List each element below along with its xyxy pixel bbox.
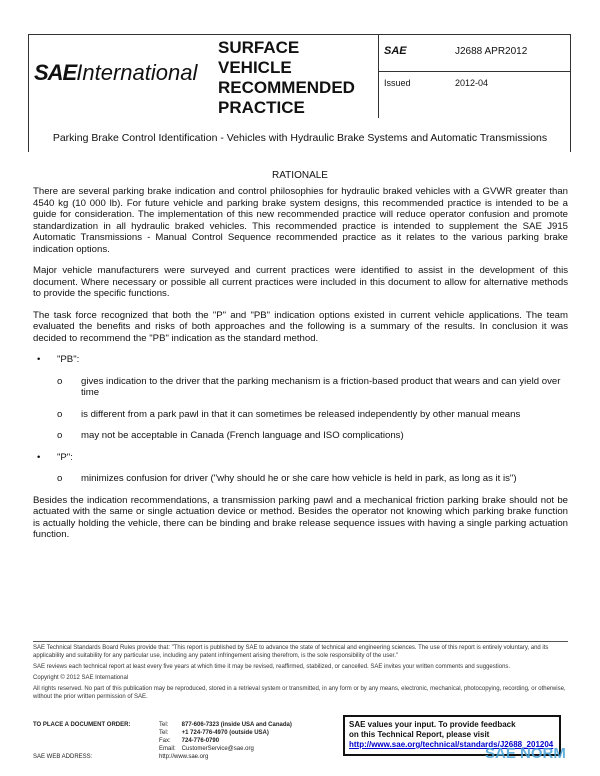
- tel-label: Tel:: [159, 730, 169, 736]
- sub-bullet-text: minimizes confusion for driver ("why should he or she care how vehicle is held in park, as long as it is"): [81, 473, 517, 484]
- sub-bullet-item: [57, 430, 568, 442]
- sub-bullet-text: gives indication to the driver that the parking mechanism is a friction-based product that wears and can yield over time: [81, 375, 561, 398]
- email-value[interactable]: CustomerService@sae.org: [181, 746, 254, 752]
- watermark: SAE NORM: [485, 745, 566, 762]
- issued-date: 2012-04: [455, 78, 489, 88]
- feedback-text: on this Technical Report, please visit: [349, 730, 490, 739]
- sub-bullet-icon: o: [57, 375, 63, 387]
- bullet-item: [33, 452, 568, 464]
- footer-notice: [33, 644, 568, 704]
- paragraph: Major vehicle manufacturers were surveyed and current practices were identified to assist in the development of this document. Where necessary or possible all current practices were included in this document to allow for alternative methods to provide the specific functions.: [33, 265, 568, 299]
- fax-value: 724-776-0790: [181, 738, 220, 744]
- doc-type-line: SURFACE: [218, 38, 300, 57]
- issued-label: Issued: [384, 78, 411, 88]
- sae-mark: SAE: [384, 45, 407, 57]
- sub-bullet-item: [57, 473, 568, 485]
- bullet-item: [33, 354, 568, 366]
- paragraph: There are several parking brake indication and control philosophies for hydraulic braked vehicles with a GVWR greater than 4540 kg (10 000 lb). For future vehicle and parking brake system designs, this recommended practice is intended to be a guide for consideration. The implementation of this new recommended practice will reduce operator confusion and promote standardization in all hydraulic braked vehicles. This recommended practice is intended to supplement the SAE J915 Automatic Transmissions - Manual Control Sequence recommended practice as it relates to the various parking brake indication options.: [33, 186, 568, 255]
- sub-bullet-item: [57, 409, 568, 421]
- sub-bullet-text: is different from a park pawl in that it can sometimes be released independently by other manual means: [81, 408, 521, 420]
- feedback-link[interactable]: http://www.sae.org/technical/standards/J2688_201204: [349, 740, 554, 749]
- logo-sae: SAE: [34, 60, 77, 85]
- web-address[interactable]: http://www.sae.org: [159, 754, 209, 760]
- footer-paragraph: All rights reserved. No part of this publication may be reproduced, stored in a retrieval system or transmitted, in any form or by any means, electronic, mechanical, photocopying, recording, or otherwise, without the prior written permission of SAE.: [33, 686, 566, 700]
- header-divider: [378, 34, 379, 118]
- sub-bullet-text: may not be acceptable in Canada (French language and ISO complications): [81, 430, 404, 441]
- fax-label: Fax:: [159, 738, 171, 744]
- order-label: TO PLACE A DOCUMENT ORDER:: [33, 722, 131, 728]
- sub-bullet-icon: o: [57, 473, 63, 484]
- footer-paragraph: SAE reviews each technical report at least every five years at which time it may be revised, reaffirmed, stabilized, or cancelled. SAE invites your written comments and suggestions.: [33, 664, 511, 670]
- email-label: Email:: [159, 746, 176, 752]
- sub-bullet-icon: o: [57, 430, 63, 441]
- sae-international-logo: [34, 60, 197, 86]
- section-heading: RATIONALE: [272, 170, 328, 181]
- bullet-label: "P":: [57, 451, 73, 463]
- tel-value: 877-606-7323 (inside USA and Canada): [181, 722, 292, 728]
- tel-label: Tel:: [159, 722, 169, 728]
- document-body: [33, 186, 568, 551]
- tel-value: +1 724-776-4970 (outside USA): [181, 730, 269, 736]
- web-label: SAE WEB ADDRESS:: [33, 754, 93, 760]
- feedback-text: SAE values your input. To provide feedback: [349, 720, 516, 729]
- doc-type-line: VEHICLE: [218, 58, 292, 77]
- copyright: Copyright © 2012 SAE International: [33, 675, 129, 681]
- logo-international: International: [76, 60, 198, 85]
- sub-bullet-item: [57, 376, 568, 399]
- document-type: [218, 38, 355, 118]
- document-number: J2688 APR2012: [455, 46, 528, 57]
- order-info: [33, 721, 298, 761]
- bullet-label: "PB":: [57, 354, 80, 365]
- doc-type-line: RECOMMENDED: [218, 78, 355, 97]
- header-row-divider: [378, 71, 570, 72]
- bullet-icon: •: [37, 451, 41, 463]
- footer-paragraph: SAE Technical Standards Board Rules provide that: "This report is published by SAE to advance the state of technical and engineering sciences. The use of this report is entirely voluntary, and its applicability and suitability for any particular use, including any patent infringement arising therefrom, is the sole responsibility of the user.": [33, 645, 549, 659]
- sub-bullet-icon: o: [57, 408, 63, 420]
- footer-rule: [33, 641, 568, 642]
- header-top-border: [28, 34, 571, 35]
- document-title: Parking Brake Control Identification - Vehicles with Hydraulic Brake Systems and Automatic Transmissions: [52, 132, 548, 144]
- paragraph: The task force recognized that both the "P" and "PB" indication options existed in current vehicle applications. The team evaluated the benefits and risks of both approaches and the following is a summary of the results. In conclusion it was decided to recommend the "PB" indication as the standard method.: [33, 309, 568, 344]
- bullet-icon: •: [37, 354, 41, 365]
- doc-type-line: PRACTICE: [218, 98, 305, 117]
- paragraph: Besides the indication recommendations, a transmission parking pawl and a mechanical friction parking brake should not be actuated with the same or single actuation device or method. Besides the operator not knowing which parking brake function is actually holding the vehicle, there can be binding and brake release sequence issues with having a single parking actuation function.: [33, 494, 568, 540]
